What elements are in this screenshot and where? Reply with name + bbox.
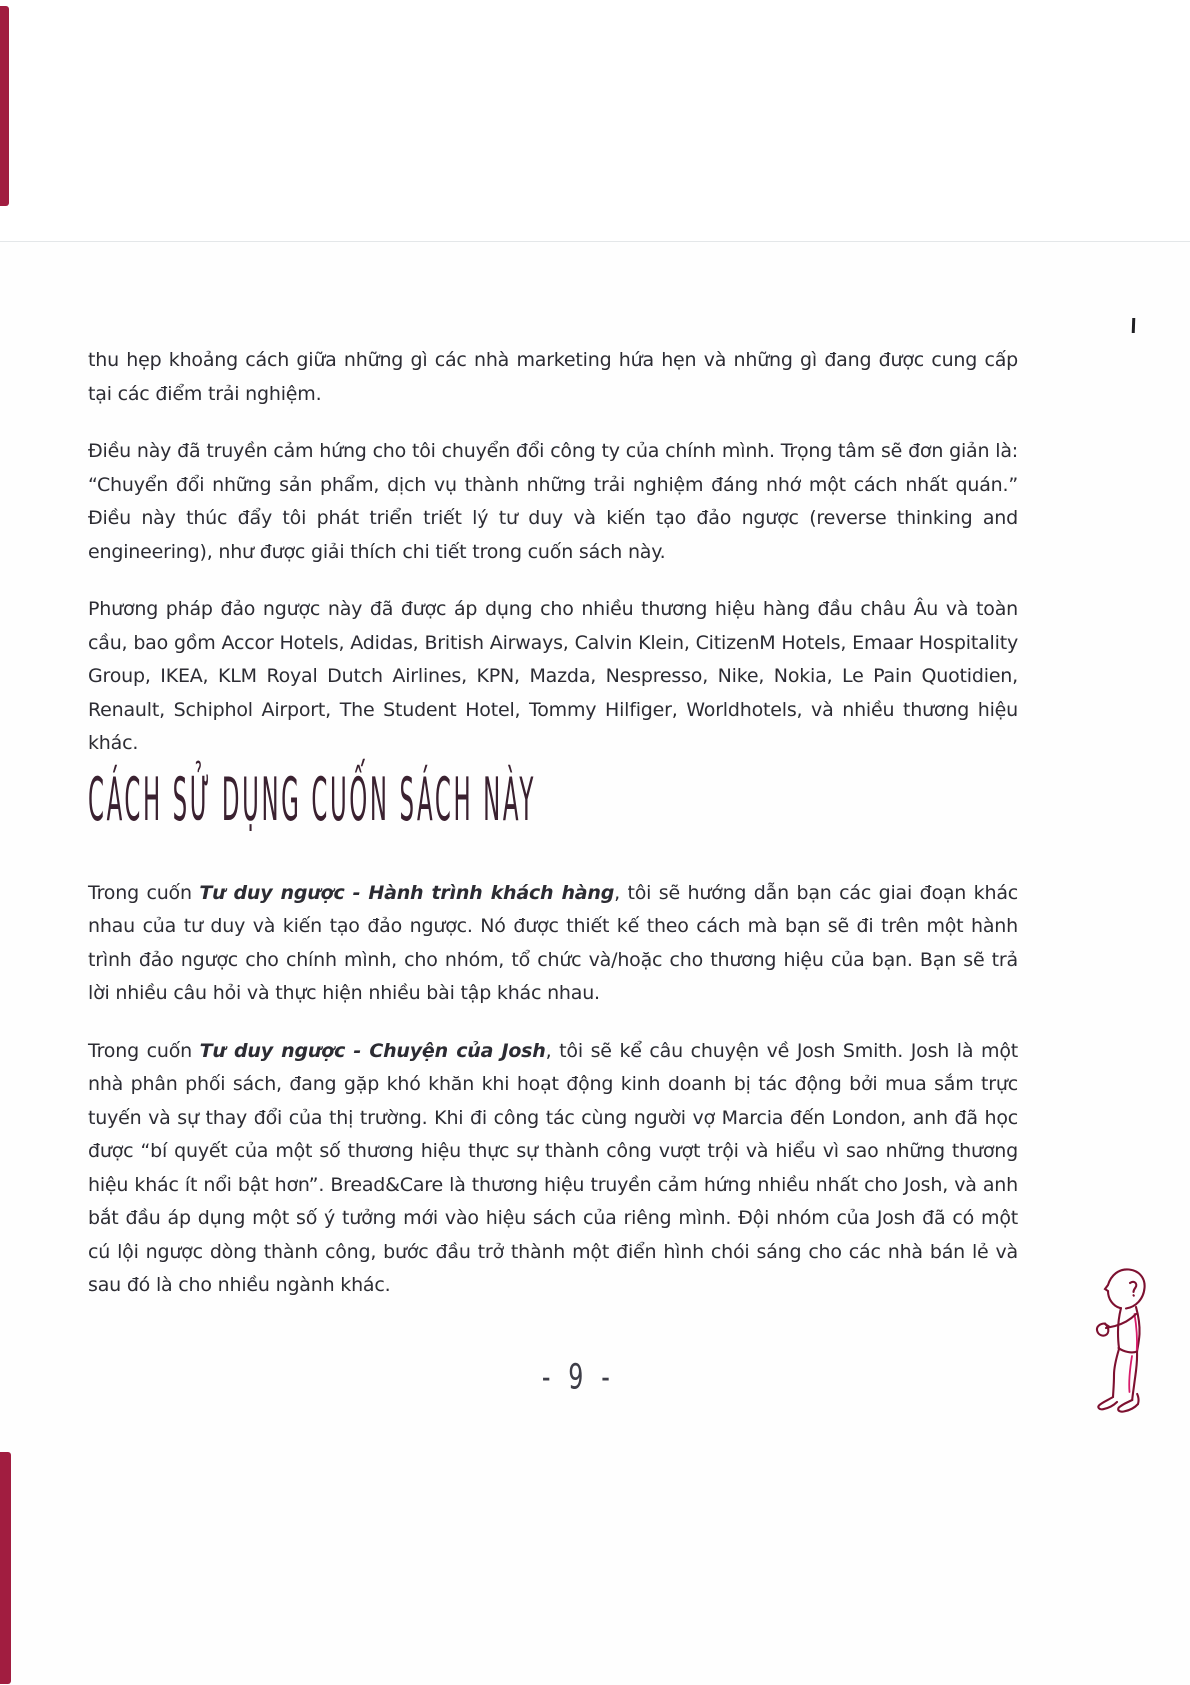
paragraph-inspiration: Điều này đã truyền cảm hứng cho tôi chuyển đổi công ty của chính mình. Trọng tâm sẽ đơn giản là: “Chuyển đổi những sản phẩm, dịch vụ thành những trải nghiệm đáng nhớ một cách nhất quán.” Điều này thúc đẩy tôi phát triển triết lý tư duy và kiến tạo đảo ngược (reverse thinking and engineering), như được giải thích chi tiết trong cuốn sách này. — [88, 440, 1018, 563]
walking-person-illustration — [1092, 1264, 1158, 1418]
book-edge-strip-bottom — [0, 1452, 11, 1684]
paragraph-customer-journey-book: Trong cuốn Tư duy ngược - Hành trình khách hàng, tôi sẽ hướng dẫn bạn các giai đoạn khác nhau của tư duy và kiến tạo đảo ngược. Nó được thiết kế theo cách mà bạn sẽ đi trên một hành trình đảo ngược cho chính mình, cho nhóm, tổ chức và/hoặc cho thương hiệu của bạn. Bạn sẽ trả lời nhiều câu hỏi và thực hiện nhiều bài tập khác nhau. — [88, 881, 1019, 1004]
paragraph-brands-list: Phương pháp đảo ngược này đã được áp dụng cho nhiều thương hiệu hàng đầu châu Âu và toàn cầu, bao gồm Accor Hotels, Adidas, British Airways, Calvin Klein, CitizenM Hotels, Emaar Hospitality Group, IKEA, KLM Royal Dutch Airlines, KPN, Mazda, Nespresso, Nike, Nokia, Le Pain Quotidien, Renault, Schiphol Airport, The Student Hotel, Tommy Hilfiger, Worldhotels, và nhiều thương hiệu khác. — [88, 598, 1018, 754]
paragraph-intro-continuation: thu hẹp khoảng cách giữa những gì các nhà marketing hứa hẹn và những gì đang được cung cấp tại các điểm trải nghiệm. — [88, 349, 1018, 405]
body-text-column — [88, 344, 1018, 1327]
page-number: - 9 - — [542, 1355, 615, 1398]
paragraph-josh-story-book: Trong cuốn Tư duy ngược - Chuyện của Josh, tôi sẽ kể câu chuyện về Josh Smith. Josh là một nhà phân phối sách, đang gặp khó khăn khi hoạt động kinh doanh bị tác động bởi mua sắm trực tuyến và sự thay đổi của thị trường. Khi đi công tác cùng người vợ Marcia đến London, anh đã học được “bí quyết của một số thương hiệu thực sự thành công vượt trội và hiểu vì sao những thương hiệu khác ít nổi bật hơn”. Bread&Care là thương hiệu truyền cảm hứng nhiều nhất cho Josh, và anh bắt đầu áp dụng một số ý tưởng mới vào hiệu sách của riêng mình. Đội nhóm của Josh đã có một cú lội ngược dòng thành công, bước đầu trở thành một điển hình chói sáng cho các nhà bán lẻ và sau đó là cho nhiều ngành khác. — [88, 1039, 1018, 1296]
section-heading: CÁCH SỬ DỤNG CUỐN SÁCH NÀY — [88, 765, 536, 835]
book-edge-strip-top — [0, 6, 9, 206]
scan-artifact-tick — [1132, 318, 1136, 333]
